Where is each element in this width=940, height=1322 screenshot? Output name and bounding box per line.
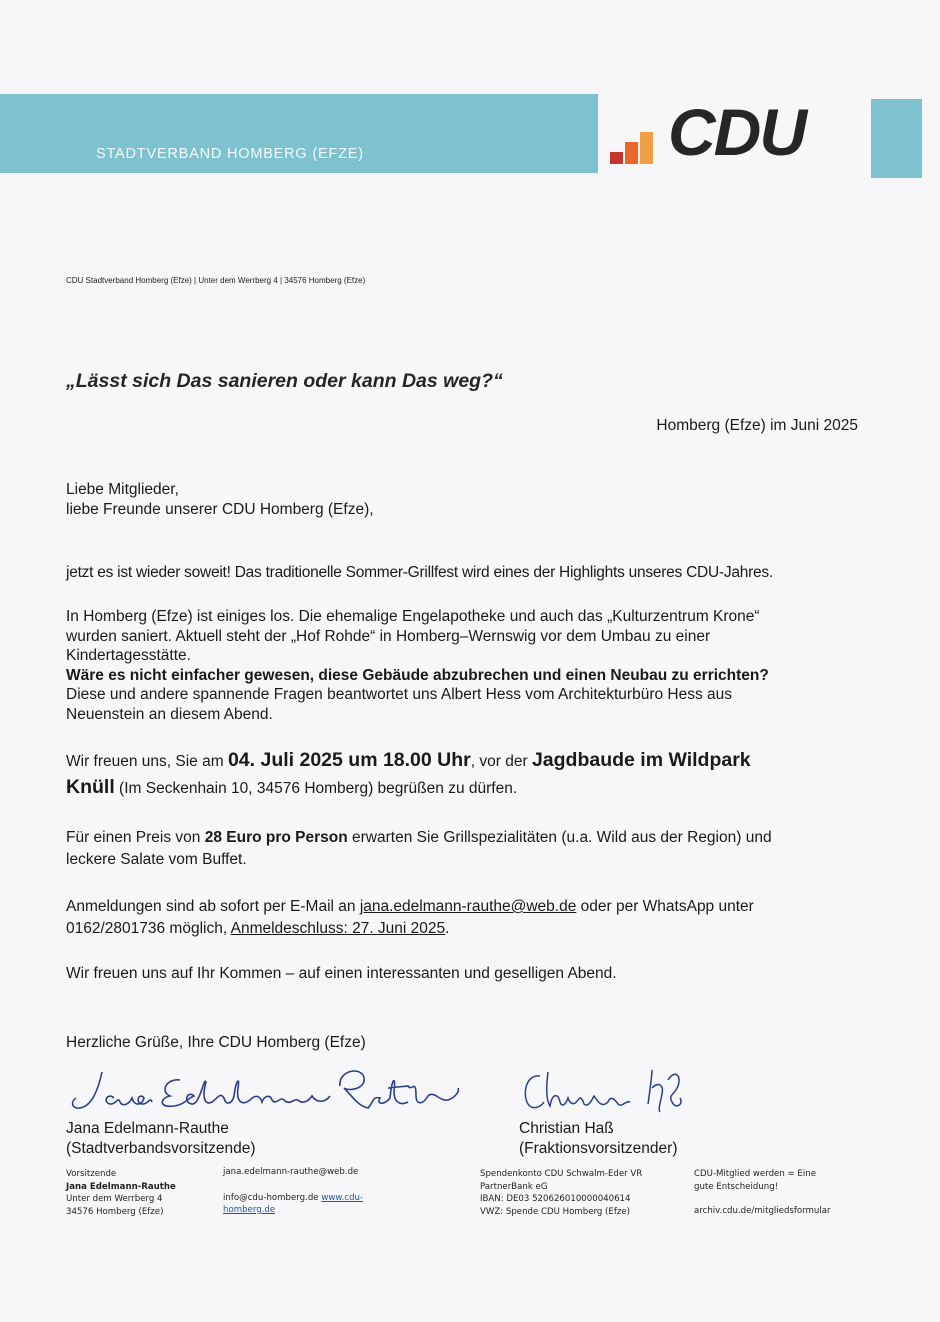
salutation bbox=[66, 480, 874, 519]
paragraph-line bbox=[66, 607, 874, 627]
cdu-logo bbox=[606, 95, 861, 170]
paragraph-price bbox=[66, 827, 874, 871]
paragraph-line bbox=[66, 896, 874, 918]
signer-name: Jana Edelmann-Rauthe bbox=[66, 1120, 229, 1137]
text: , vor der bbox=[470, 753, 532, 770]
signer-jana bbox=[66, 1119, 256, 1159]
registration-deadline: Anmeldeschluss: 27. Juni 2025 bbox=[230, 920, 446, 937]
event-date: 04. Juli 2025 um 18.00 Uhr bbox=[227, 749, 471, 771]
paragraph-intro bbox=[66, 563, 874, 583]
closing-line: Herzliche Grüße, Ihre CDU Homberg (Efze) bbox=[66, 1034, 366, 1051]
event-venue: Knüll bbox=[66, 776, 115, 798]
footer-text: PartnerBank eG bbox=[480, 1181, 548, 1192]
text: erwarten Sie Grillspezialitäten (u.a. Wild aus der Region) und bbox=[347, 829, 772, 846]
paragraph-closing bbox=[66, 964, 874, 984]
footer-membership-link[interactable]: archiv.cdu.de/mitgliedsformular bbox=[694, 1206, 831, 1216]
signature-jana bbox=[62, 1062, 462, 1118]
text bbox=[66, 896, 754, 918]
footer-text: Unter dem Werrberg 4 bbox=[66, 1194, 163, 1204]
text: Anmeldungen sind ab sofort per E-Mail an bbox=[66, 898, 360, 915]
footer-text: IBAN: DE03 520626010000040614 bbox=[480, 1194, 631, 1204]
text: . bbox=[445, 920, 450, 937]
footer-email[interactable]: jana.edelmann-rauthe@web.de bbox=[223, 1167, 359, 1177]
event-venue: Jagdbaude im Wildpark bbox=[531, 749, 751, 771]
closing-greeting bbox=[66, 1033, 874, 1053]
salutation-line: Liebe Mitglieder, bbox=[66, 481, 179, 498]
paragraph-registration bbox=[66, 896, 874, 940]
text: 0162/2801736 möglich, bbox=[66, 920, 231, 937]
sender-line: CDU Stadtverband Homberg (Efze) | Unter dem Werrberg 4 | 34576 Homberg (Efze) bbox=[66, 276, 366, 285]
paragraph-buildings bbox=[66, 607, 874, 724]
footer-col-donation bbox=[480, 1168, 642, 1218]
footer-info-email[interactable]: info@cdu-homberg.de bbox=[223, 1192, 319, 1203]
paragraph-line: Kindertagesstätte. bbox=[66, 647, 191, 664]
footer-text: Jana Edelmann-Rauthe bbox=[66, 1181, 176, 1192]
letter-title: „Lässt sich Das sanieren oder kann Das weg?“ bbox=[66, 370, 503, 392]
header-band bbox=[0, 94, 598, 173]
paragraph-line bbox=[66, 746, 874, 776]
text: Für einen Preis von bbox=[66, 829, 205, 846]
paragraph-invitation bbox=[66, 746, 874, 803]
signer-christian bbox=[519, 1119, 678, 1159]
signature-christian bbox=[518, 1064, 688, 1118]
event-price: 28 Euro pro Person bbox=[204, 829, 348, 846]
footer-col-contact bbox=[223, 1166, 363, 1217]
footer-text: CDU-Mitglied werden = Eine bbox=[694, 1169, 816, 1179]
paragraph-line bbox=[66, 918, 874, 940]
paragraph-line: jetzt es ist wieder soweit! Das traditionelle Sommer-Grillfest wird eines der Highlights unseres CDU-Jahres. bbox=[66, 564, 773, 581]
text: (Im Seckenhain 10, 34576 Homberg) begrüßen zu dürfen. bbox=[114, 780, 518, 797]
dateline: Homberg (Efze) im Juni 2025 bbox=[656, 417, 858, 434]
logo-bars-icon bbox=[610, 130, 668, 164]
paragraph-line bbox=[66, 685, 874, 705]
logo-text: CDU bbox=[668, 95, 805, 169]
footer-text: VWZ: Spende CDU Homberg (Efze) bbox=[480, 1206, 631, 1217]
line-text: wurden saniert. Aktuell steht der „Hof Rohde“ in Homberg–Wernswig vor dem Umbau zu einer bbox=[66, 627, 711, 645]
footer-text: gute Entscheidung! bbox=[694, 1181, 779, 1192]
signer-role: (Fraktionsvorsitzender) bbox=[519, 1140, 678, 1157]
signer-role: (Stadtverbandsvorsitzende) bbox=[66, 1140, 256, 1157]
paragraph-line: Wir freuen uns auf Ihr Kommen – auf einen interessanten und geselligen Abend. bbox=[66, 965, 617, 982]
footer-website-link[interactable]: homberg.de bbox=[223, 1205, 276, 1215]
footer-website-link[interactable]: www.cdu- bbox=[321, 1192, 364, 1203]
footer-col-membership bbox=[694, 1168, 831, 1218]
footer-text: Vorsitzende bbox=[66, 1169, 117, 1179]
footer-text: 34576 Homberg (Efze) bbox=[66, 1206, 164, 1217]
footer-col-chair bbox=[66, 1168, 176, 1218]
text: oder per WhatsApp unter bbox=[576, 898, 754, 915]
paragraph-line bbox=[66, 627, 874, 647]
salutation-line: liebe Freunde unserer CDU Homberg (Efze), bbox=[66, 500, 374, 518]
line-text: In Homberg (Efze) ist einiges los. Die ehemalige Engelapotheke und auch das „Kulturzentrum Krone“ bbox=[66, 608, 760, 625]
paragraph-bold-line: Wäre es nicht einfacher gewesen, diese Gebäude abzubrechen und einen Neubau zu errichten? bbox=[66, 666, 769, 684]
paragraph-line bbox=[66, 827, 874, 849]
paragraph-line: leckere Salate vom Buffet. bbox=[66, 851, 247, 868]
signer-name: Christian Haß bbox=[519, 1120, 614, 1137]
org-name: STADTVERBAND HOMBERG (EFZE) bbox=[96, 146, 364, 162]
line-text: Diese und andere spannende Fragen beantwortet uns Albert Hess vom Architekturbüro Hess aus bbox=[66, 686, 733, 703]
paragraph-line bbox=[66, 773, 874, 803]
text: Wir freuen uns, Sie am bbox=[66, 753, 228, 770]
paragraph-line: Neuenstein an diesem Abend. bbox=[66, 705, 273, 723]
header-right-strip bbox=[871, 99, 922, 178]
email-link[interactable]: jana.edelmann-rauthe@web.de bbox=[359, 898, 577, 915]
footer-text: Spendenkonto CDU Schwalm-Eder VR bbox=[480, 1169, 643, 1179]
